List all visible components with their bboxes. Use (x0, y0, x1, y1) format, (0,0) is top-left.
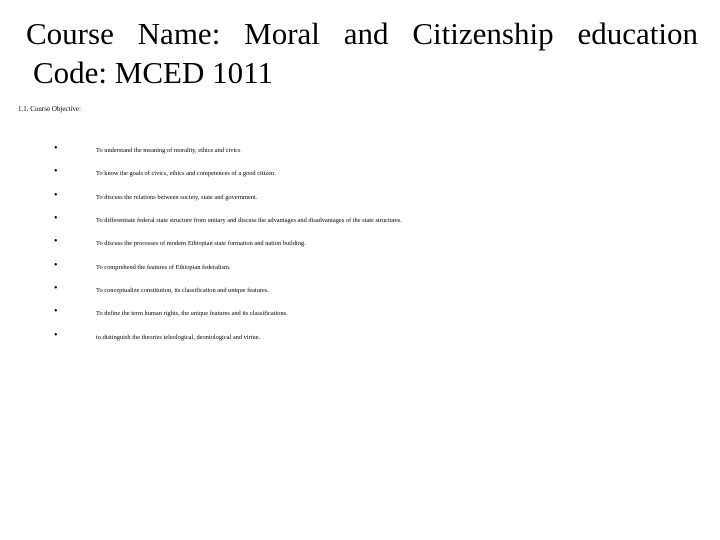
bullet-icon: • (54, 166, 58, 177)
objective-text: To discuss the processes of modern Ethiopian state formation and nation building. (96, 240, 306, 247)
bullet-icon: • (54, 190, 58, 201)
bullet-icon: • (54, 143, 58, 154)
objective-text: To define the term human rights, the unique features and its classifications. (96, 310, 288, 317)
objective-text: To understand the meaning of morality, ethics and civics (96, 147, 241, 154)
objective-item (0, 236, 720, 253)
title-word: Citizenship (412, 16, 554, 51)
objective-text: To know the goals of civics, ethics and competences of a good citizen. (96, 170, 276, 177)
objective-item (0, 143, 720, 160)
title-line-2: Code: MCED 1011 (33, 55, 273, 90)
objective-text: To differentiate federal state structure from unitary and discuss the advantages and disadvantages of the state structures. (96, 217, 402, 224)
bullet-icon: • (54, 283, 58, 294)
objective-item (0, 330, 720, 347)
title-word: Name: (137, 16, 221, 51)
objective-text: to distinguish the theories teleological, deontological and virtue. (96, 334, 261, 341)
bullet-icon: • (54, 260, 58, 271)
objective-item (0, 213, 720, 230)
bullet-icon: • (54, 330, 58, 341)
objective-text: To discuss the relations between society, state and government. (96, 194, 258, 201)
title-word: and (343, 16, 389, 51)
title-word: education (577, 16, 698, 51)
title-word: Moral (244, 16, 320, 51)
bullet-icon: • (54, 236, 58, 247)
title-line-1 (26, 14, 698, 53)
objective-text: To conceptualize constitution, its classification and unique features. (96, 287, 269, 294)
title-word: Course (26, 16, 114, 51)
section-label: 1.1. Course Objective: (18, 105, 81, 113)
objective-item (0, 190, 720, 207)
slide-title (26, 14, 698, 92)
bullet-icon: • (54, 213, 58, 224)
objective-item (0, 306, 720, 323)
objective-item (0, 166, 720, 183)
bullet-icon: • (54, 306, 58, 317)
objective-text: To comprehend the features of Ethiopian federalism. (96, 264, 231, 271)
objective-item (0, 283, 720, 300)
objective-item (0, 260, 720, 277)
